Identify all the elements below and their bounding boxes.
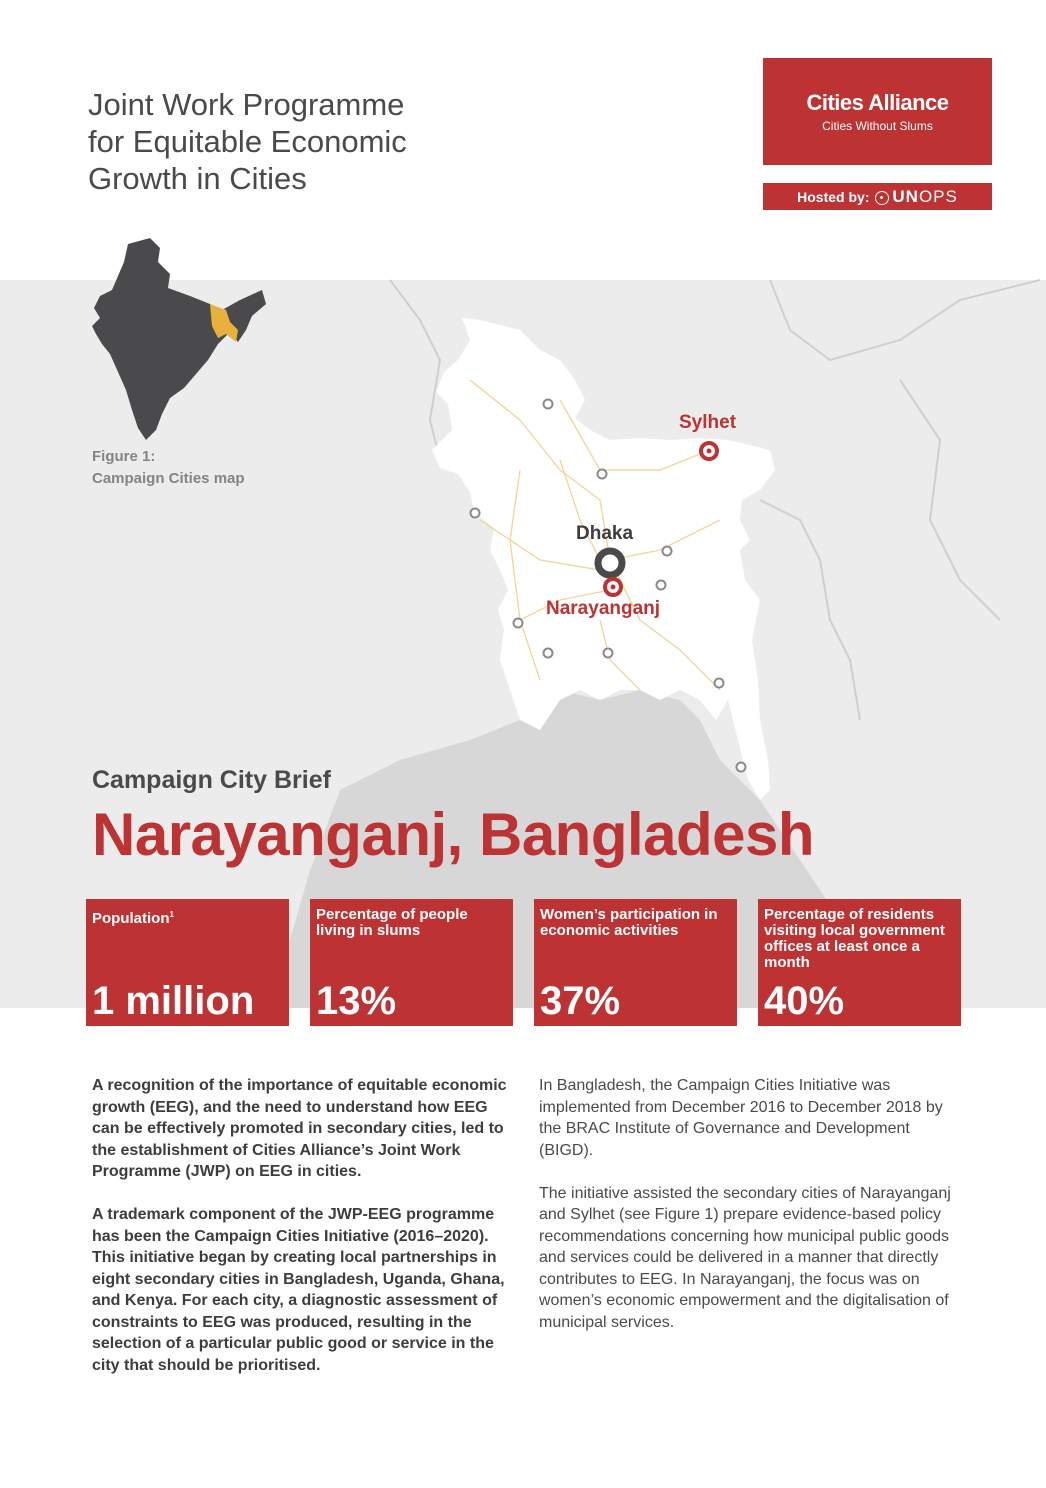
city-marker-icon: [604, 649, 613, 658]
brief-subtitle: Campaign City Brief: [92, 766, 331, 794]
stat-card-slums: [310, 899, 513, 1026]
body-column-left: [92, 1075, 512, 1398]
dhaka-marker-icon: [598, 551, 622, 575]
logo-tagline: Cities Without Slums: [822, 119, 933, 133]
city-marker-icon: [657, 581, 666, 590]
stat-label: Women’s participation in economic activities: [540, 906, 718, 939]
stat-value: 37%: [540, 979, 621, 1023]
city-marker-icon: [715, 679, 724, 688]
title-line-1: Joint Work Programme: [88, 87, 405, 122]
body-paragraph: In Bangladesh, the Campaign Cities Initiative was implemented from December 2016 to December 2018 by the BRAC Institute of Governance and Development (BIGD).: [539, 1077, 943, 1159]
map-label-narayanganj: Narayanganj: [546, 598, 661, 619]
body-paragraph: The initiative assisted the secondary cities of Narayanganj and Sylhet (see Figure 1) prepare evidence-based policy recommendations concerning how municipal public goods and services could be delivered in a manner that directly contributes to EEG. In Narayanganj, the focus was on women’s economic empowerment and the digitalisation of municipal services.: [539, 1184, 951, 1331]
body-paragraph: A recognition of the importance of equitable economic growth (EEG), and the need to understand how EEG can be effectively promoted in secondary cities, led to the establishment of Cities Alliance’s Joint Work Programme (JWP) on EEG in cities.: [92, 1077, 507, 1180]
stat-label: Percentage of residents visiting local government offices at least once a month: [764, 906, 945, 971]
host-name-part2: OPS: [918, 187, 958, 206]
city-marker-icon: [737, 763, 746, 772]
title-line-2: for Equitable Economic: [88, 124, 407, 159]
stat-card-population: [86, 899, 289, 1026]
brief-title: Narayanganj, Bangladesh: [92, 801, 815, 868]
map-label-dhaka: Dhaka: [576, 523, 634, 544]
map-label-sylhet: Sylhet: [679, 412, 737, 433]
stat-card-gov-visits: [758, 899, 961, 1026]
city-marker-icon: [544, 400, 553, 409]
stat-label: Percentage of people living in slums: [316, 906, 468, 939]
body-paragraph: A trademark component of the JWP-EEG programme has been the Campaign Cities Initiative (2016–2020). This initiative began by creating local partnerships in eight secondary cities in Bangladesh, Uganda, Ghana, and Kenya. For each city, a diagnostic assessment of constraints to EEG was produced, resulting in the selection of a particular public good or service in the city that should be prioritised.: [92, 1206, 505, 1374]
city-marker-icon: [514, 619, 523, 628]
title-line-3: Growth in Cities: [88, 161, 307, 196]
footnote-marker[interactable]: 1: [169, 910, 174, 919]
logo-name: Cities Alliance: [806, 90, 949, 115]
city-marker-icon: [471, 509, 480, 518]
host-name-part1: UN: [892, 187, 919, 206]
figure-caption: [92, 446, 245, 490]
hosted-label: Hosted by:: [797, 189, 870, 205]
stat-value: 40%: [764, 979, 845, 1023]
body-column-right: [539, 1075, 959, 1355]
city-marker-icon: [663, 547, 672, 556]
stat-value: 1 million: [92, 979, 255, 1023]
stat-value: 13%: [316, 979, 397, 1023]
figure-number: Figure 1:: [92, 448, 156, 465]
stat-label: Population: [92, 910, 170, 927]
city-marker-icon: [598, 470, 607, 479]
stat-card-women-participation: [534, 899, 737, 1026]
city-marker-icon: [544, 649, 553, 658]
figure-title: Campaign Cities map: [92, 470, 245, 487]
india-map-shape: [92, 238, 266, 440]
